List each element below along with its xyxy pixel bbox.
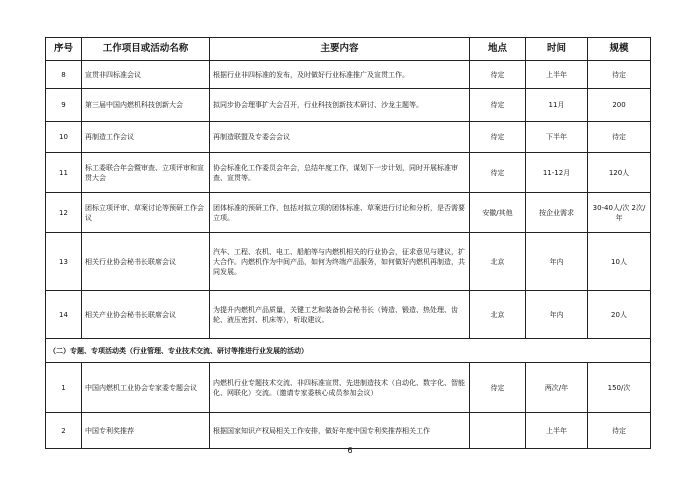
cell-place (470, 413, 526, 449)
cell-scale: 10人 (588, 233, 651, 291)
cell-place: 待定 (470, 89, 526, 122)
cell-place: 待定 (470, 153, 526, 193)
table-row (46, 153, 651, 193)
cell-name: 相关行业协会秘书长联席会议 (82, 233, 210, 291)
cell-scale: 200 (588, 89, 651, 122)
cell-name: 中国内燃机工业协会专家委专题会议 (82, 363, 210, 413)
cell-seq: 12 (46, 193, 82, 233)
cell-content: 协会标准化工作委员会年会，总结年度工作，谋划下一步计划，同时开展标准审查、宣贯等。 (210, 153, 470, 193)
cell-content: 为提升内燃机产品质量，关键工艺和装备协会秘书长（铸造、锻造、热处理、齿轮、液压密封、机床等），听取建议。 (210, 291, 470, 339)
cell-name: 中国专利奖推荐 (82, 413, 210, 449)
header-seq: 序号 (46, 38, 82, 61)
cell-name: 宣贯非四标准会议 (82, 61, 210, 89)
cell-time: 下半年 (526, 122, 588, 153)
cell-scale: 150/次 (588, 363, 651, 413)
table-row (46, 291, 651, 339)
cell-name: 团标立项评审、草案讨论等预研工作会议 (82, 193, 210, 233)
cell-name: 第三届中国内燃机科技创新大会 (82, 89, 210, 122)
cell-scale: 30-40人/次 2次/年 (588, 193, 651, 233)
header-row (46, 38, 651, 61)
table-row (46, 233, 651, 291)
cell-seq: 2 (46, 413, 82, 449)
header-content: 主要内容 (210, 38, 470, 61)
cell-time: 11-12月 (526, 153, 588, 193)
cell-seq: 10 (46, 122, 82, 153)
cell-place: 待定 (470, 122, 526, 153)
cell-content: 团体标准的预研工作，包括对拟立项的团体标准、草案进行讨论和分析，是否需要立项。 (210, 193, 470, 233)
cell-place: 待定 (470, 61, 526, 89)
cell-scale: 待定 (588, 122, 651, 153)
page-number: 6 (347, 446, 353, 455)
cell-seq: 13 (46, 233, 82, 291)
cell-time: 11月 (526, 89, 588, 122)
cell-scale: 待定 (588, 61, 651, 89)
work-plan-table (45, 37, 651, 449)
cell-place: 待定 (470, 363, 526, 413)
cell-name: 相关产业协会秘书长联席会议 (82, 291, 210, 339)
table-row (46, 193, 651, 233)
section-title: （二）专题、专项活动类（行业管理、专业技术交流、研讨等推进行业发展的活动） (46, 339, 651, 363)
cell-place: 北京 (470, 291, 526, 339)
table-row (46, 122, 651, 153)
cell-seq: 1 (46, 363, 82, 413)
table-row (46, 89, 651, 122)
header-time: 时间 (526, 38, 588, 61)
table-row (46, 363, 651, 413)
cell-time: 按企业需求 (526, 193, 588, 233)
cell-scale: 120人 (588, 153, 651, 193)
cell-place: 北京 (470, 233, 526, 291)
cell-seq: 14 (46, 291, 82, 339)
cell-content: 拟同步协会理事扩大会召开，行业科技创新技术研讨、沙龙主题等。 (210, 89, 470, 122)
cell-time: 上半年 (526, 413, 588, 449)
cell-content: 再制造联盟及专委会会议 (210, 122, 470, 153)
table-row (46, 413, 651, 449)
section-row (46, 339, 651, 363)
cell-time: 年内 (526, 233, 588, 291)
cell-seq: 9 (46, 89, 82, 122)
cell-seq: 11 (46, 153, 82, 193)
cell-time: 两次/年 (526, 363, 588, 413)
cell-time: 上半年 (526, 61, 588, 89)
cell-time: 年内 (526, 291, 588, 339)
cell-content: 根据国家知识产权局相关工作安排，做好年度中国专利奖推荐相关工作 (210, 413, 470, 449)
cell-scale: 待定 (588, 413, 651, 449)
cell-name: 再制造工作会议 (82, 122, 210, 153)
header-scale: 规模 (588, 38, 651, 61)
cell-place: 安徽/其他 (470, 193, 526, 233)
cell-name: 标工委联合年会暨审查、立项评审和宣贯大会 (82, 153, 210, 193)
cell-content: 汽车、工程、农机、电工、船舶等与内燃机相关的行业协会，征求意见与建议，扩大合作。内燃机作为中间产品，如何为终端产品服务，如何做好内燃机再制造，共同发展。 (210, 233, 470, 291)
table-row (46, 61, 651, 89)
cell-scale: 20人 (588, 291, 651, 339)
cell-seq: 8 (46, 61, 82, 89)
header-name: 工作项目或活动名称 (82, 38, 210, 61)
cell-content: 根据行业非四标准的发布，及时做好行业标准推广及宣贯工作。 (210, 61, 470, 89)
cell-content: 内燃机行业专题技术交流、非四标准宣贯、先进制造技术（自动化、数字化、智能化、网联化）交流。（邀请专家委核心成员参加会议） (210, 363, 470, 413)
header-place: 地点 (470, 38, 526, 61)
